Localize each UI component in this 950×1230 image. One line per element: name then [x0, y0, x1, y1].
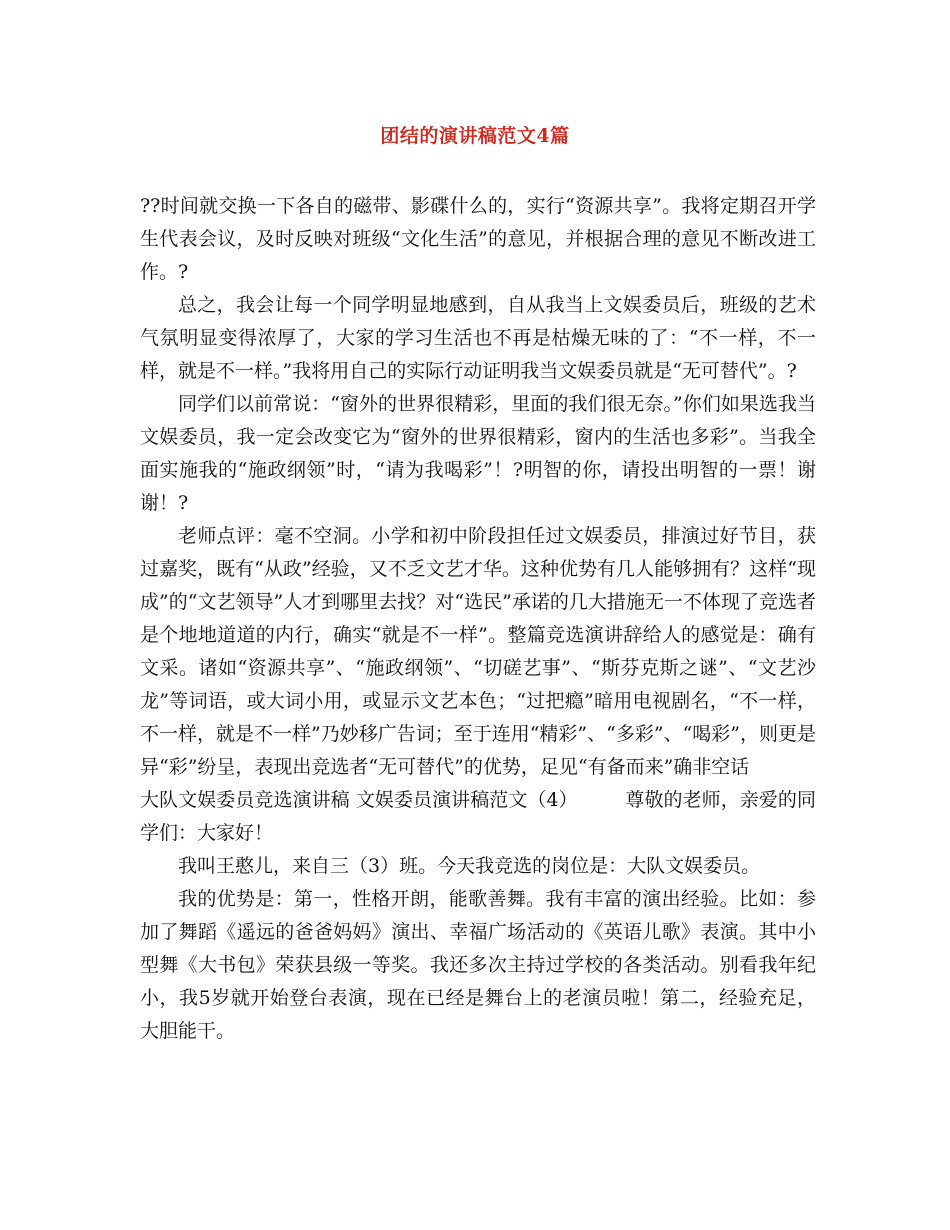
paragraph-5: 大队文娱委员竞选演讲稿 文娱委员演讲稿范文（4） 尊敬的老师，亲爱的同学们：大家好！ [140, 789, 816, 844]
paragraph-3: 同学们以前常说：“窗外的世界很精彩，里面的我们很无奈。”你们如果选我当文娱委员，我一定会改变它为“窗外的世界很精彩，窗内的生活也多彩”。当我全面实施我的“施政纲领”时，“请为我喝彩”！?明智的你，请投出明智的一票！谢谢！? [140, 393, 816, 514]
document-body [140, 190, 816, 1048]
paragraph-4: 老师点评：毫不空洞。小学和初中阶段担任过文娱委员，排演过好节目，获过嘉奖，既有“从政”经验，又不乏文艺才华。这种优势有几人能够拥有？这样“现成”的“文艺领导”人才到哪里去找？对“选民”承诺的几大措施无一不体现了竞选者是个地地道道的内行，确实“就是不一样”。整篇竞选演讲辞给人的感觉是：确有文采。诸如“资源共享”、“施政纲领”、“切磋艺事”、“斯芬克斯之谜”、“文艺沙龙”等词语，或大词小用，或显示文艺本色；“过把瘾”暗用电视剧名，“不一样，不一样，就是不一样”乃妙移广告词；至于连用“精彩”、“多彩”、“喝彩”，则更是异“彩”纷呈，表现出竞选者“无可替代”的优势，足见“有备而来”确非空话 [140, 525, 816, 778]
paragraph-2: 总之，我会让每一个同学明显地感到，自从我当上文娱委员后，班级的艺术气氛明显变得浓厚了，大家的学习生活也不再是枯燥无味的了：“不一样，不一样，就是不一样。”我将用自己的实际行动证明我当文娱委员就是“无可替代”。? [140, 294, 816, 382]
paragraph-6: 我叫王憨儿，来自三（3）班。今天我竞选的岗位是：大队文娱委员。 [178, 855, 761, 877]
paragraph-7: 我的优势是：第一，性格开朗，能歌善舞。我有丰富的演出经验。比如：参加了舞蹈《遥远的爸爸妈妈》演出、幸福广场活动的《英语儿歌》表演。其中小型舞《大书包》荣获县级一等奖。我还多次主持过学校的各类活动。别看我年纪小，我5岁就开始登台表演，现在已经是舞台上的老演员啦！第二，经验充足，大胆能干。 [140, 888, 816, 1042]
document-title: 团结的演讲稿范文4篇 [380, 125, 570, 147]
paragraph-1: ??时间就交换一下各自的磁带、影碟什么的，实行“资源共享”。我将定期召开学生代表会议，及时反映对班级“文化生活”的意见，并根据合理的意见不断改进工作。? [140, 195, 816, 283]
